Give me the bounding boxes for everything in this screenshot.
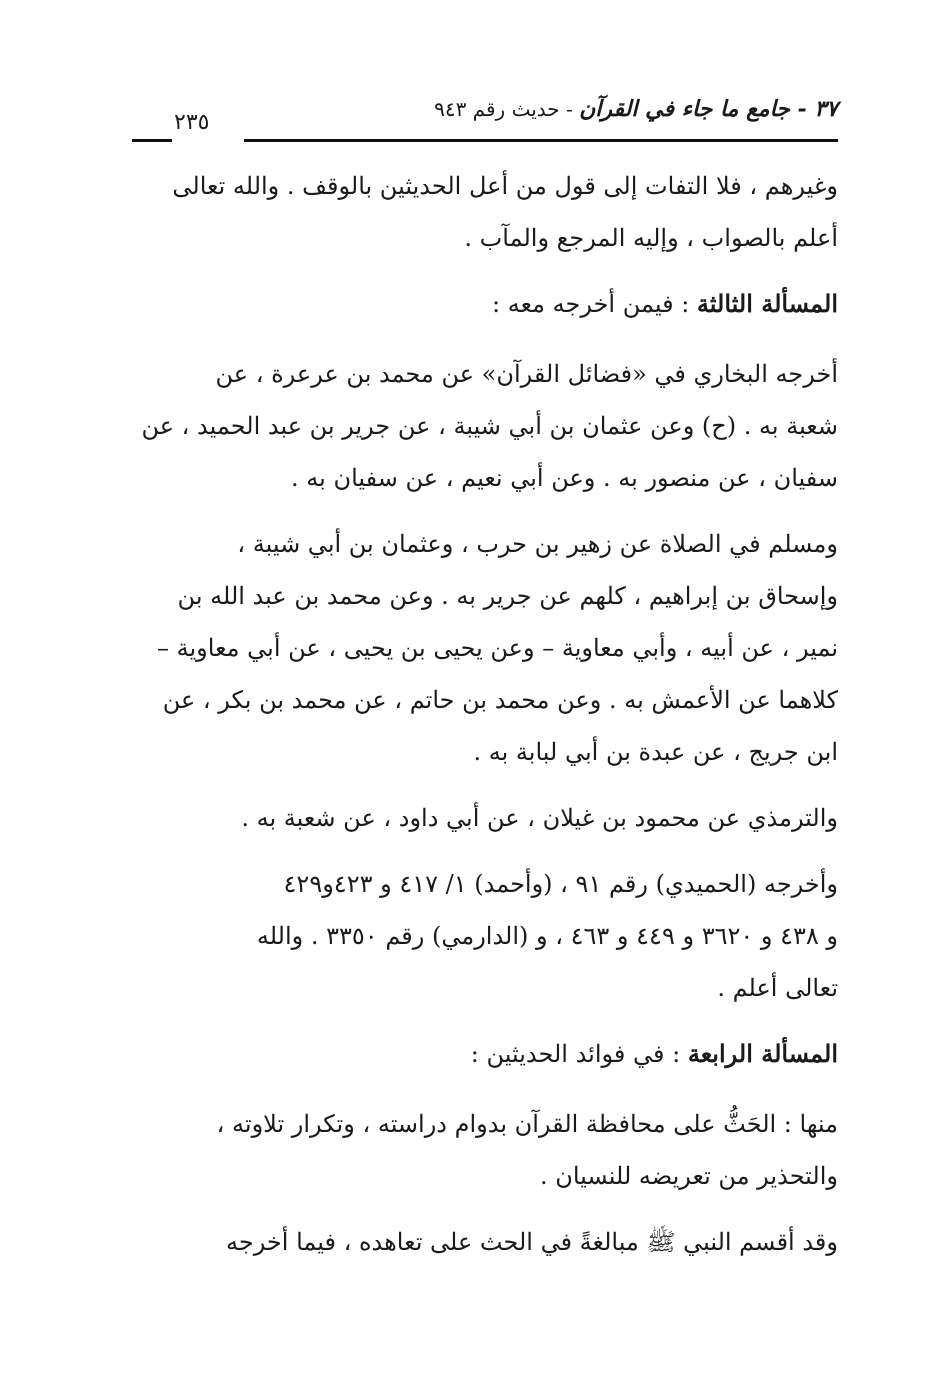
text-line: نمير ، عن أبيه ، وأبي معاوية – وعن يحيى بن يحيى ، عن أبي معاوية – [157,634,838,662]
page-header [132,96,838,135]
page-body [132,160,838,1282]
text-line: تعالى أعلم . [717,974,838,1002]
paragraph [132,518,838,778]
text-line: شعبة به . (ح) وعن عثمان بن أبي شيبة ، عن جرير بن عبد الحميد ، عن [141,412,838,440]
text-line: وغيرهم ، فلا التفات إلى قول من أعل الحديثين بالوقف . والله تعالى [172,172,838,200]
text-line: كلاهما عن الأعمش به . وعن محمد بن حاتم ، عن محمد بن بكر ، عن [162,686,838,714]
running-title [434,96,838,122]
section-heading [132,278,838,330]
text-line: وأخرجه (الحميدي) رقم ٩١ ، (وأحمد) ١/ ٤١٧ و ٤٢٣و٤٢٩ [283,870,838,898]
text-line: والترمذي عن محمود بن غيلان ، عن أبي داود ، عن شعبة به . [241,804,838,832]
page-number: ٢٣٥ [174,110,210,135]
paragraph [132,348,838,504]
section-heading-title: المسألة الثالثة [696,289,838,318]
section-heading-title: المسألة الرابعة [687,1039,838,1068]
text-line: أعلم بالصواب ، وإليه المرجع والمآب . [464,224,838,252]
text-line: سفيان ، عن منصور به . وعن أبي نعيم ، عن سفيان به . [291,464,838,492]
text-line: والتحذير من تعريضه للنسيان . [539,1162,838,1190]
text-line: منها : الحَثُّ على محافظة القرآن بدوام دراسته ، وتكرار تلاوته ، [216,1110,838,1138]
text-line: ابن جريج ، عن عبدة بن أبي لبابة به . [473,738,838,766]
page-number-rule [132,139,172,142]
text-line: أخرجه البخاري في «فضائل القرآن» عن محمد بن عرعرة ، عن [215,360,838,388]
text-line: ومسلم في الصلاة عن زهير بن حرب ، وعثمان بن أبي شيبة ، [237,530,838,558]
paragraph [132,160,838,264]
paragraph [132,1098,838,1202]
text-line: و ٤٣٨ و ٣٦٢٠ و ٤٤٩ و ٤٦٣ ، و (الدارمي) رقم ٣٣٥٠ . والله [256,922,838,950]
section-heading-text: : في فوائد الحديثين : [470,1040,688,1068]
section-heading-text: : فيمن أخرجه معه : [491,290,697,318]
paragraph [132,1216,838,1268]
paragraph [132,792,838,844]
section-heading [132,1028,838,1080]
hadith-number: - حديث رقم ٩٤٣ [434,97,580,121]
paragraph [132,858,838,1014]
chapter-title: ٣٧ - جامع ما جاء في القرآن [579,96,838,122]
text-line: وقد أقسم النبي ﷺ مبالغةً في الحث على تعاهده ، فيما أخرجه [225,1228,838,1256]
text-line: وإسحاق بن إبراهيم ، كلهم عن جرير به . وعن محمد بن عبد الله بن [177,582,838,610]
header-rule [244,139,838,142]
